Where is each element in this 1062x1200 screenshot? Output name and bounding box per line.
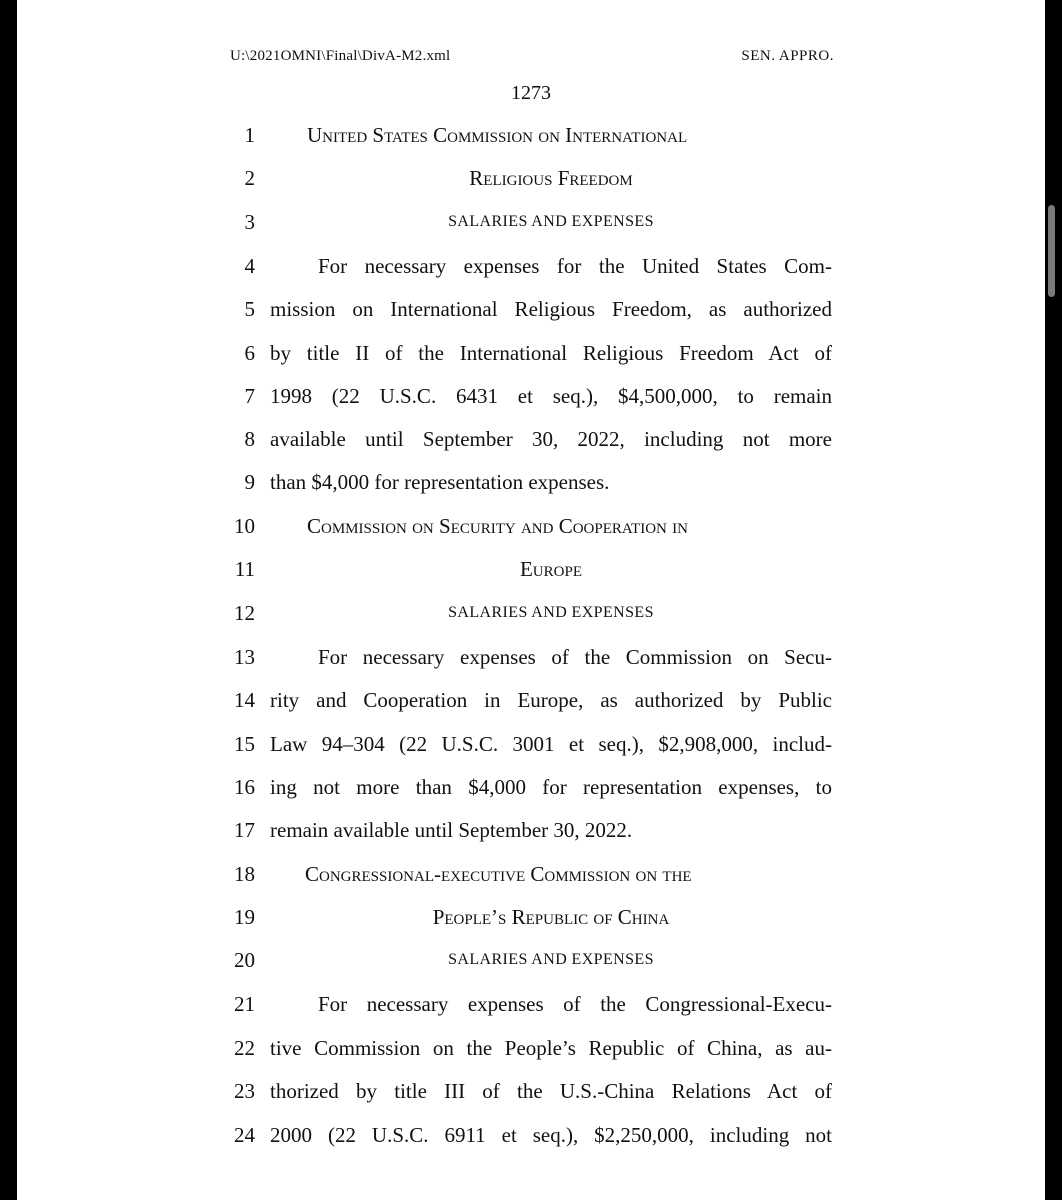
line-number: 22: [234, 1036, 255, 1060]
document-line: [17, 685, 1045, 715]
document-line: [17, 945, 1045, 975]
document-line: [17, 424, 1045, 454]
line-number: 16: [234, 775, 255, 799]
document-line: [17, 120, 1045, 150]
document-page: [17, 0, 1045, 1200]
body-text: than $4,000 for representation expenses.: [270, 470, 610, 494]
body-text: tive Commission on the People’s Republic of China, as au-: [270, 1036, 832, 1060]
file-path-header: U:\2021OMNI\Final\DivA-M2.xml: [230, 48, 451, 64]
document-line: [17, 467, 1045, 497]
body-text: Law 94–304 (22 U.S.C. 3001 et seq.), $2,908,000, includ-: [270, 732, 832, 756]
line-number: 18: [234, 862, 255, 886]
line-number: 23: [234, 1079, 255, 1103]
document-line: [17, 598, 1045, 628]
agency-heading: Religious Freedom: [469, 166, 633, 190]
body-text: 1998 (22 U.S.C. 6431 et seq.), $4,500,000, to remain: [270, 384, 832, 408]
line-number: 1: [244, 123, 255, 147]
document-line: [17, 815, 1045, 845]
body-text: available until September 30, 2022, including not more: [270, 427, 832, 451]
body-text: thorized by title III of the U.S.-China Relations Act of: [270, 1079, 832, 1103]
line-number: 14: [234, 688, 255, 712]
line-number: 4: [244, 254, 255, 278]
document-line: [17, 772, 1045, 802]
line-number: 3: [244, 210, 255, 234]
line-number: 19: [234, 905, 255, 929]
line-number: 11: [234, 557, 255, 581]
line-number: 5: [244, 297, 255, 321]
document-line: [17, 294, 1045, 324]
document-line: [17, 511, 1045, 541]
body-text: by title II of the International Religious Freedom Act of: [270, 341, 832, 365]
body-text: rity and Cooperation in Europe, as authorized by Public: [270, 688, 832, 712]
subheading: SALARIES AND EXPENSES: [448, 213, 654, 230]
body-text: remain available until September 30, 2022.: [270, 818, 633, 842]
document-line: [17, 163, 1045, 193]
body-text: For necessary expenses of the Congressional-Execu-: [318, 992, 832, 1016]
line-number: 13: [234, 645, 255, 669]
body-text: For necessary expenses for the United States Com-: [318, 254, 832, 278]
document-line: [17, 989, 1045, 1019]
agency-heading: Europe: [519, 557, 582, 581]
body-text: 2000 (22 U.S.C. 6911 et seq.), $2,250,000, including not: [270, 1123, 832, 1147]
line-number: 7: [244, 384, 255, 408]
document-line: [17, 1076, 1045, 1106]
line-number: 24: [234, 1123, 255, 1147]
line-number: 12: [234, 601, 255, 625]
scrollbar-thumb[interactable]: [1048, 205, 1055, 297]
line-number: 17: [234, 818, 255, 842]
line-number: 8: [244, 427, 255, 451]
body-text: ing not more than $4,000 for representation expenses, to: [270, 775, 832, 799]
line-number: 20: [234, 948, 255, 972]
agency-heading: United States Commission on International: [307, 123, 688, 147]
document-line: [17, 642, 1045, 672]
document-line: [17, 251, 1045, 281]
agency-heading: Commission on Security and Cooperation in: [307, 514, 688, 538]
body-text: For necessary expenses of the Commission on Secu-: [318, 645, 832, 669]
line-number: 10: [234, 514, 255, 538]
line-number: 2: [244, 166, 255, 190]
line-number: 9: [244, 470, 255, 494]
agency-heading: Congressional-executive Commission on the: [305, 862, 692, 886]
document-line: [17, 1120, 1045, 1150]
body-text: mission on International Religious Freedom, as authorized: [270, 297, 832, 321]
document-line: [17, 554, 1045, 584]
right-black-margin: [1045, 0, 1062, 1200]
subheading: SALARIES AND EXPENSES: [448, 604, 654, 621]
line-number: 6: [244, 341, 255, 365]
document-line: [17, 859, 1045, 889]
left-black-margin: [0, 0, 17, 1200]
agency-heading: People’s Republic of China: [432, 905, 670, 929]
document-line: [17, 338, 1045, 368]
subheading: SALARIES AND EXPENSES: [448, 951, 654, 968]
document-line: [17, 729, 1045, 759]
committee-header: SEN. APPRO.: [741, 48, 834, 64]
line-number: 15: [234, 732, 255, 756]
document-line: [17, 381, 1045, 411]
document-line: [17, 207, 1045, 237]
page-number: 1273: [511, 82, 551, 104]
line-number: 21: [234, 992, 255, 1016]
document-line: [17, 1033, 1045, 1063]
document-line: [17, 902, 1045, 932]
